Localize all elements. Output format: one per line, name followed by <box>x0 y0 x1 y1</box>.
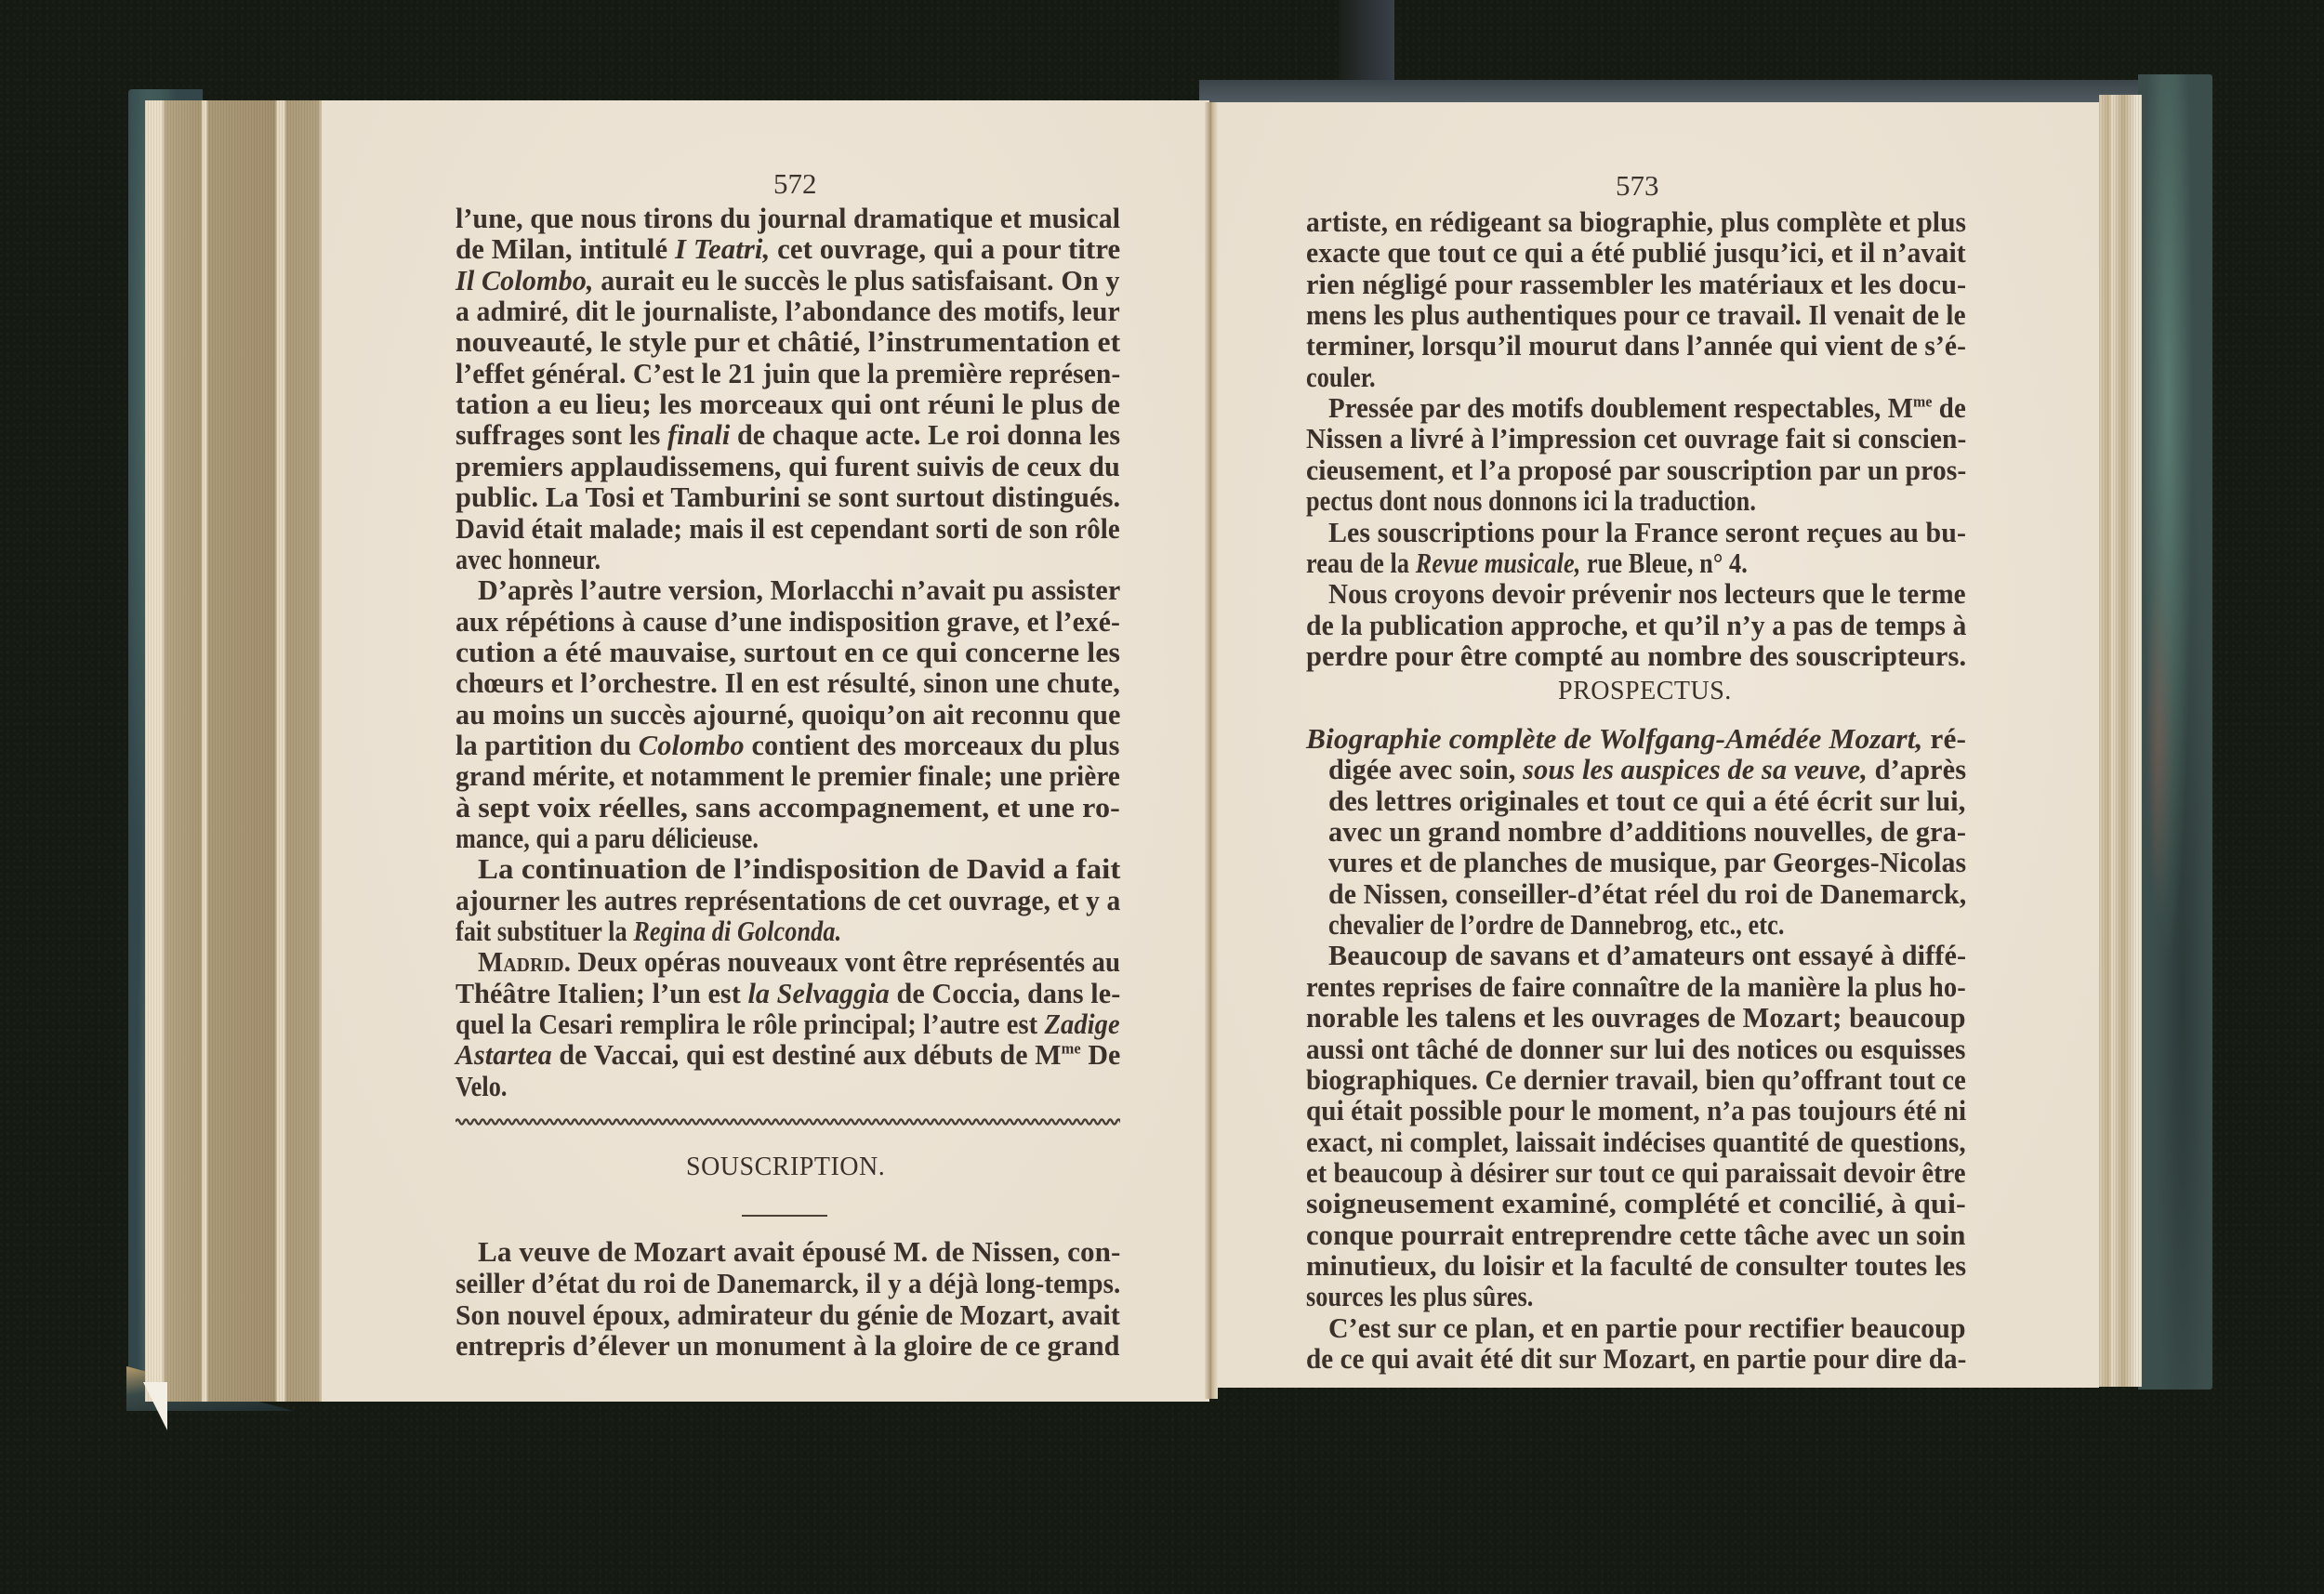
text-line: de Nissen, conseiller-d’état réel du roi de Danemarck, <box>1328 877 1967 910</box>
text-line: public. La Tosi et Tamburini se sont surtout distingués. <box>456 481 1121 514</box>
text-line: soigneusement examiné, complété et concilié, à qui- <box>1306 1188 1966 1220</box>
book-gutter <box>1205 102 1218 1399</box>
text-line: C’est sur ce plan, et en partie pour rectifier beaucoup <box>1328 1311 1966 1344</box>
text-line: artiste, en rédigeant sa biographie, plus complète et plus <box>1306 206 1967 238</box>
text-line: reau de la Revue musicale, rue Bleue, n° 4. <box>1306 547 1748 579</box>
book-cover-right <box>2138 74 2212 1390</box>
page-block-right <box>2099 95 2142 1387</box>
text-line: mance, qui a paru délicieuse. <box>456 823 759 854</box>
text-line: pectus dont nous donnons ici la traduction. <box>1306 485 1756 518</box>
text-line: Les souscriptions pour la France seront reçues au bu- <box>1328 516 1967 548</box>
text-line: Théâtre Italien; l’un est la Selvaggia de Coccia, dans le- <box>456 977 1121 1009</box>
text-line: seiller d’état du roi de Danemarck, il y a déjà long-temps. <box>456 1268 1121 1299</box>
text-line: rentes reprises de faire connaître de la manière la plus ho- <box>1306 970 1966 1003</box>
wavy-divider <box>456 1115 1120 1128</box>
text-line: l’effet général. C’est le 21 juin que la première représen- <box>456 357 1121 389</box>
text-line: fait substituer la Regina di Golconda. <box>456 916 842 948</box>
page-number-right: 573 <box>1616 169 1659 202</box>
text-line: Nous croyons devoir prévenir nos lecteurs que le terme <box>1328 578 1966 611</box>
text-line: Son nouvel époux, admirateur du génie de Mozart, avait <box>456 1299 1120 1331</box>
text-line: qui était possible pour le moment, n’a pas toujours été ni <box>1306 1095 1967 1127</box>
section-heading-souscription: SOUSCRIPTION. <box>686 1153 886 1181</box>
text-line: digée avec soin, sous les auspices de sa veuve, d’après <box>1328 754 1967 786</box>
book-cover-top <box>1199 80 2212 102</box>
text-line: sources les plus sûres. <box>1306 1281 1534 1313</box>
text-line: Madrid. Deux opéras nouveaux vont être représentés au <box>478 946 1121 979</box>
text-line: cution a été mauvaise, surtout en ce qui concerne les <box>456 636 1121 668</box>
text-line: exacte que tout ce qui a été publié jusqu’ici, et il n’avait <box>1306 237 1966 270</box>
text-line: et beaucoup à désirer sur tout ce qui paraissait devoir être <box>1306 1156 1966 1189</box>
text-line: aussi ont tâché de donner sur lui des notices ou esquisses <box>1306 1033 1966 1065</box>
text-line: D’après l’autre version, Morlacchi n’avait pu assister <box>478 574 1121 607</box>
text-line: conque pourrait entreprendre cette tâche avec un soin <box>1306 1219 1966 1251</box>
text-line: terminer, lorsqu’il mourut dans l’année qui vient de s’é- <box>1306 330 1967 362</box>
text-line: couler. <box>1306 361 1376 393</box>
text-line: de ce qui avait été dit sur Mozart, en partie pour dire da- <box>1306 1343 1967 1375</box>
text-line: l’une, que nous tirons du journal dramatique et musical <box>456 203 1121 234</box>
text-line: quel la Cesari remplira le rôle principal; l’autre est Zadige <box>456 1008 1120 1041</box>
text-line: au moins un succès ajourné, quoiqu’on ait reconnu que <box>456 698 1121 731</box>
text-line: minutieux, du loisir et la faculté de consulter toutes les <box>1306 1249 1967 1282</box>
text-line: entrepris d’élever un monument à la gloire de ce grand <box>456 1330 1120 1362</box>
text-line: avec honneur. <box>456 543 601 575</box>
text-line: La veuve de Mozart avait épousé M. de Nissen, con- <box>478 1236 1121 1268</box>
text-line: a admiré, dit le journaliste, l’abondance des motifs, leur <box>456 296 1120 328</box>
text-line: premiers applaudissemens, qui furent suivis de ceux du <box>456 450 1120 482</box>
text-line: Il Colombo, aurait eu le succès le plus satisfaisant. On y <box>456 264 1120 296</box>
text-line: Biographie complète de Wolfgang-Amédée Mozart, ré- <box>1306 723 1967 755</box>
text-line: Beaucoup de savans et d’amateurs ont essayé à diffé- <box>1328 940 1967 972</box>
text-line: de la publication approche, et qu’il n’y a pas de temps à <box>1306 609 1967 641</box>
text-line: rien négligé pour rassembler les matériaux et les docu- <box>1306 268 1967 300</box>
text-line: Velo. <box>456 1070 508 1102</box>
text-line: David était malade; mais il est cependant sorti de son rôle <box>456 512 1120 545</box>
text-line: tation a eu lieu; les morceaux qui ont réuni le plus de <box>456 389 1121 421</box>
text-line: Nissen a livré à l’impression cet ouvrage fait si conscien- <box>1306 423 1967 455</box>
text-line: exact, ni complet, laissait indécises quantité de questions, <box>1306 1126 1966 1158</box>
text-line: cieusement, et l’a proposé par souscription par un pros- <box>1306 454 1967 486</box>
short-divider <box>742 1215 827 1217</box>
text-line: à sept voix réelles, sans accompagnement, et une ro- <box>456 791 1120 823</box>
text-line: biographiques. Ce dernier travail, bien qu’offrant tout ce <box>1306 1063 1966 1096</box>
text-line: avec un grand nombre d’additions nouvelles, de gra- <box>1328 816 1967 849</box>
text-line: La continuation de l’indisposition de David a fait <box>478 853 1121 886</box>
text-line: aux répétions à cause d’une indisposition grave, et l’exé- <box>456 605 1120 638</box>
text-line: la partition du Colombo contient des morceaux du plus <box>456 729 1120 761</box>
text-line: norable les talens et les ouvrages de Mozart; beaucoup <box>1306 1002 1966 1034</box>
text-line: chevalier de l’ordre de Dannebrog, etc., etc. <box>1328 909 1785 942</box>
text-line: ajourner les autres représentations de cet ouvrage, et y a <box>456 884 1121 916</box>
text-line: des lettres originales et tout ce qui a été écrit sur lui, <box>1328 784 1966 817</box>
section-heading-prospectus: PROSPECTUS. <box>1558 677 1732 705</box>
text-line: chœurs et l’orchestre. Il en est résulté, sinon une chute, <box>456 667 1120 700</box>
text-line: Pressée par des motifs doublement respectables, $M^{me}$ de <box>1328 392 1966 425</box>
text-line: mens les plus authentiques pour ce travail. Il venait de le <box>1306 299 1966 332</box>
text-line: perdre pour être compté au nombre des souscripteurs. <box>1306 639 1967 672</box>
text-line: de Milan, intitulé I Teatri, cet ouvrage, qui a pour titre <box>456 233 1121 266</box>
text-line: suffrages sont les finali de chaque acte. Le roi donna les <box>456 419 1121 452</box>
text-line: vures et de planches de musique, par Georges-Nicolas <box>1328 847 1967 879</box>
page-block-left <box>145 100 322 1402</box>
text-line: Astartea de Vaccai, qui est destiné aux débuts de $M^{me}$ De <box>456 1039 1121 1072</box>
page-number-left: 572 <box>773 167 817 200</box>
text-line: grand mérite, et notamment le premier finale; une prière <box>456 760 1121 793</box>
text-line: nouveauté, le style pur et châtié, l’instrumentation et <box>456 326 1121 359</box>
